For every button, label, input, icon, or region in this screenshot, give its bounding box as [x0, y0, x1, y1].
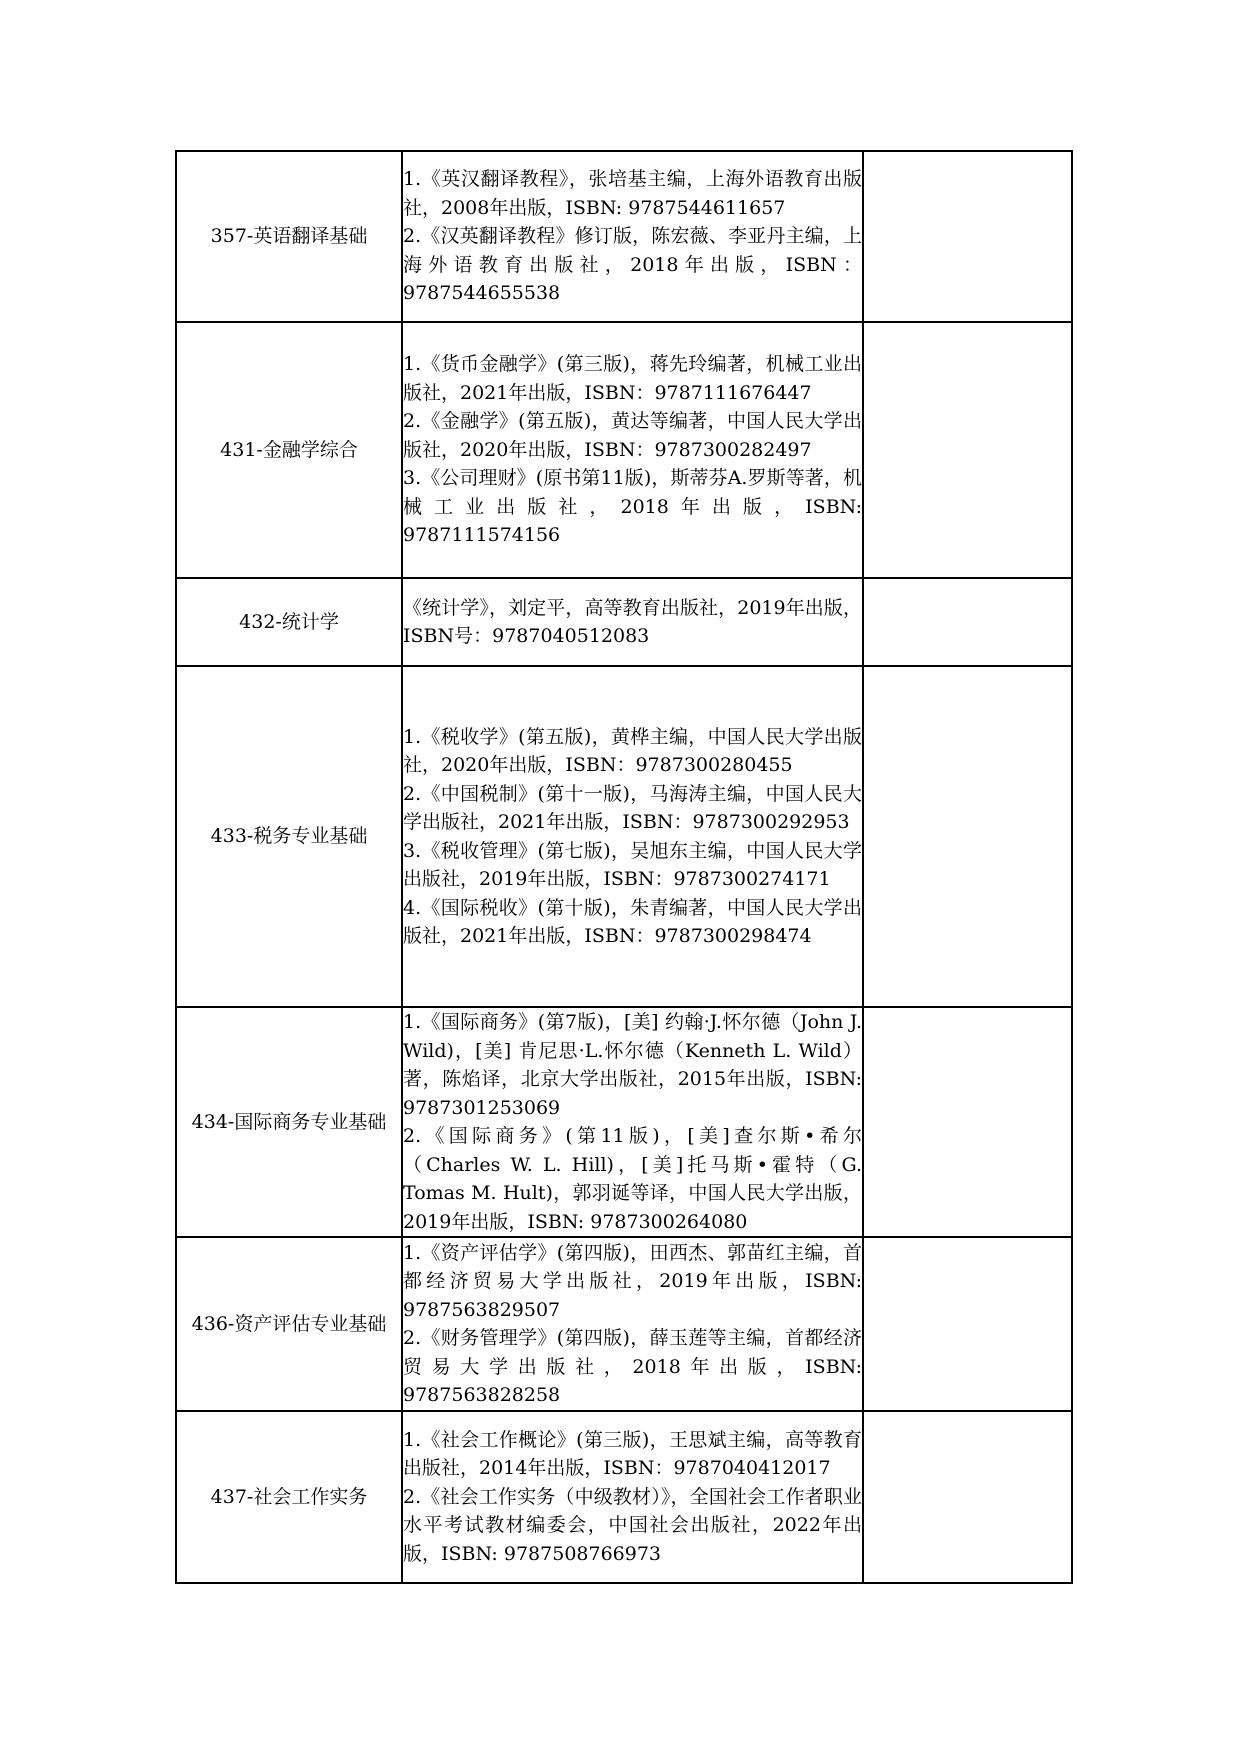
book-entry: 《统计学》，刘定平，高等教育出版社，2019年出版，ISBN号：9787040512083 — [403, 596, 862, 647]
book-entry: 3.《公司理财》(原书第11版)，斯蒂芬A.罗斯等著，机械工业出版社，2018年出版，ISBN: 9787111574156 — [403, 467, 862, 547]
book-entry: 2.《国际商务》(第11版)，[美]查尔斯•希尔（Charles W. L. Hill)，[美]托马斯•霍特（G. Tomas M. Hult)，郭羽诞等译，中国人民大学出版，2019年出版，ISBN: 9787300264080 — [403, 1125, 862, 1233]
table-row — [176, 666, 1072, 1007]
subject-name: 434-国际商务专业基础 — [191, 1110, 387, 1133]
subject-name: 357-英语翻译基础 — [210, 225, 368, 248]
subject-cell — [176, 1237, 402, 1411]
subject-name: 432-统计学 — [239, 610, 339, 633]
reference-books-cell — [402, 578, 863, 666]
remark-cell — [863, 666, 1072, 1007]
book-entry: 4.《国际税收》(第十版)，朱青编著，中国人民大学出版社，2021年出版，ISBN：9787300298474 — [403, 896, 862, 947]
remark-cell — [863, 322, 1072, 578]
table-row — [176, 578, 1072, 666]
remark-cell — [863, 1007, 1072, 1237]
table-row — [176, 322, 1072, 578]
reference-books-cell — [402, 322, 863, 578]
subject-name: 437-社会工作实务 — [210, 1485, 368, 1508]
book-entry: 1.《资产评估学》(第四版)，田西杰、郭苗红主编，首都经济贸易大学出版社，2019年出版，ISBN: 9787563829507 — [403, 1241, 862, 1321]
book-entry: 3.《税收管理》(第七版)，吴旭东主编，中国人民大学出版社，2019年出版，ISBN：9787300274171 — [403, 839, 862, 890]
subject-cell — [176, 322, 402, 578]
remark-cell — [863, 151, 1072, 322]
subject-cell — [176, 1007, 402, 1237]
table-body — [176, 151, 1072, 1583]
remark-cell — [863, 1237, 1072, 1411]
book-entry: 1.《税收学》(第五版)，黄桦主编，中国人民大学出版社，2020年出版，ISBN：9787300280455 — [403, 725, 862, 776]
reference-books-table — [175, 150, 1073, 1584]
book-entry: 1.《社会工作概论》(第三版)，王思斌主编，高等教育出版社，2014年出版，ISBN：9787040412017 — [403, 1428, 862, 1480]
book-entry: 2.《金融学》(第五版)，黄达等编著，中国人民大学出版社，2020年出版，ISBN：9787300282497 — [403, 410, 862, 461]
remark-cell — [863, 578, 1072, 666]
reference-books-cell — [402, 666, 863, 1007]
subject-name: 436-资产评估专业基础 — [191, 1312, 387, 1335]
subject-name: 433-税务专业基础 — [210, 825, 368, 848]
book-entry: 2.《汉英翻译教程》修订版，陈宏薇、李亚丹主编，上海外语教育出版社，2018年出版，ISBN：9787544655538 — [403, 225, 862, 305]
book-entry: 2.《中国税制》(第十一版)，马海涛主编，中国人民大学出版社，2021年出版，ISBN：9787300292953 — [403, 782, 862, 833]
reference-books-cell — [402, 1237, 863, 1411]
reference-books-cell — [402, 1411, 863, 1583]
book-entry: 1.《英汉翻译教程》，张培基主编，上海外语教育出版社，2008年出版，ISBN: 9787544611657 — [403, 168, 862, 219]
remark-cell — [863, 1411, 1072, 1583]
subject-cell — [176, 666, 402, 1007]
book-entry: 1.《国际商务》(第7版)，[美] 约翰·J.怀尔德（John J. Wild)，[美] 肯尼思·L.怀尔德（Kenneth L. Wild） 著，陈焰译，北京大学出版社，2015年出版，ISBN: 9787301253069 — [403, 1011, 862, 1119]
table-row — [176, 1007, 1072, 1237]
subject-name: 431-金融学综合 — [220, 438, 358, 461]
book-entry: 2.《社会工作实务（中级教材）》，全国社会工作者职业水平考试教材编委会，中国社会出版社，2022年出版，ISBN: 9787508766973 — [403, 1485, 862, 1565]
subject-cell — [176, 578, 402, 666]
table-row — [176, 1237, 1072, 1411]
subject-cell — [176, 1411, 402, 1583]
book-entry: 1.《货币金融学》(第三版)，蒋先玲编著，机械工业出版社，2021年出版，ISBN：9787111676447 — [403, 353, 862, 404]
subject-cell — [176, 151, 402, 322]
table-row — [176, 151, 1072, 322]
reference-books-cell — [402, 1007, 863, 1237]
table-row — [176, 1411, 1072, 1583]
reference-books-cell — [402, 151, 863, 322]
book-entry: 2.《财务管理学》(第四版)，薛玉莲等主编，首都经济贸易大学出版社，2018年出版，ISBN: 9787563828258 — [403, 1327, 862, 1406]
